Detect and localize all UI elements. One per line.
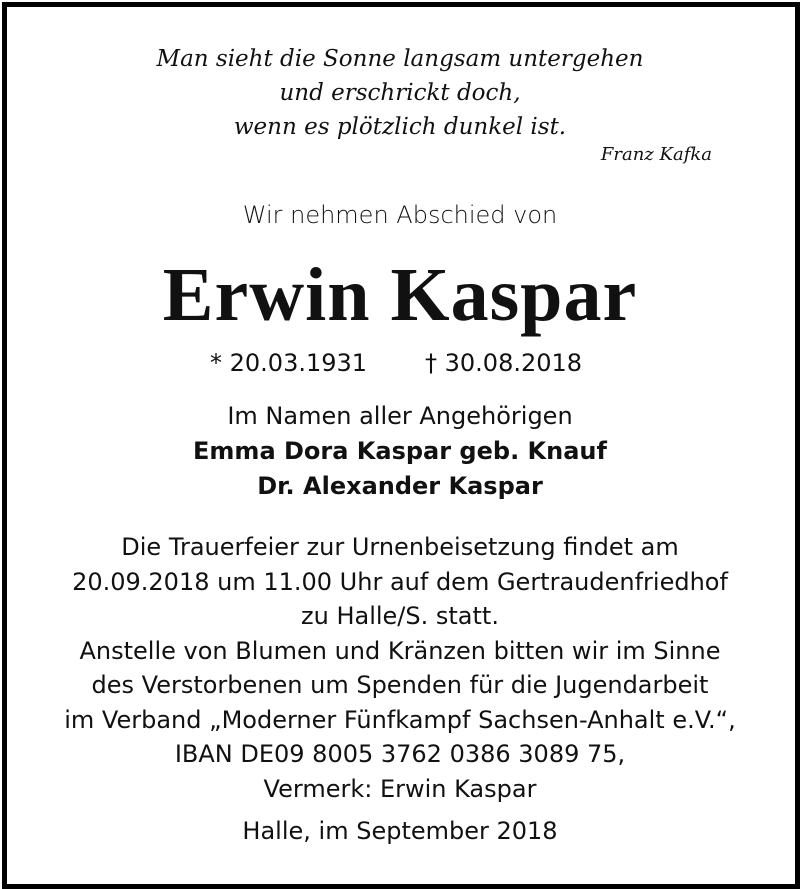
mourners-block bbox=[0, 399, 800, 504]
deceased-name: Erwin Kaspar bbox=[162, 253, 638, 337]
funeral-info bbox=[0, 530, 800, 806]
quote-line: Man sieht die Sonne langsam untergehen bbox=[156, 46, 644, 72]
info-line: des Verstorbenen um Spenden für die Jugendarbeit bbox=[91, 671, 709, 699]
death-date: † 30.08.2018 bbox=[425, 349, 583, 377]
quote-author: Franz Kafka bbox=[600, 144, 712, 165]
info-line: Vermerk: Erwin Kaspar bbox=[263, 774, 537, 803]
birth-date: * 20.03.1931 bbox=[210, 349, 368, 377]
place-date-footer: Halle, im September 2018 bbox=[242, 817, 558, 845]
quote-line: wenn es plötzlich dunkel ist. bbox=[233, 114, 567, 140]
life-dates bbox=[0, 347, 800, 379]
info-line: im Verband „Moderner Fünfkampf Sachsen-Anhalt e.V.“, bbox=[64, 705, 736, 734]
mourners-intro: Im Namen aller Angehörigen bbox=[227, 402, 573, 430]
info-line: 20.09.2018 um 11.00 Uhr auf dem Gertraudenfriedhof bbox=[72, 567, 728, 596]
kafka-quote bbox=[0, 42, 800, 144]
info-line: zu Halle/S. statt. bbox=[301, 602, 499, 630]
mourner-name: Dr. Alexander Kaspar bbox=[257, 472, 543, 500]
quote-line: und erschrickt doch, bbox=[279, 80, 521, 106]
info-line: Anstelle von Blumen und Kränzen bitten wir im Sinne bbox=[79, 636, 721, 665]
mourner-name: Emma Dora Kaspar geb. Knauf bbox=[193, 437, 607, 465]
info-line: Die Trauerfeier zur Urnenbeisetzung findet am bbox=[121, 533, 679, 561]
info-line: IBAN DE09 8005 3762 0386 3089 75, bbox=[174, 740, 626, 768]
farewell-intro: Wir nehmen Abschied von bbox=[242, 201, 558, 229]
